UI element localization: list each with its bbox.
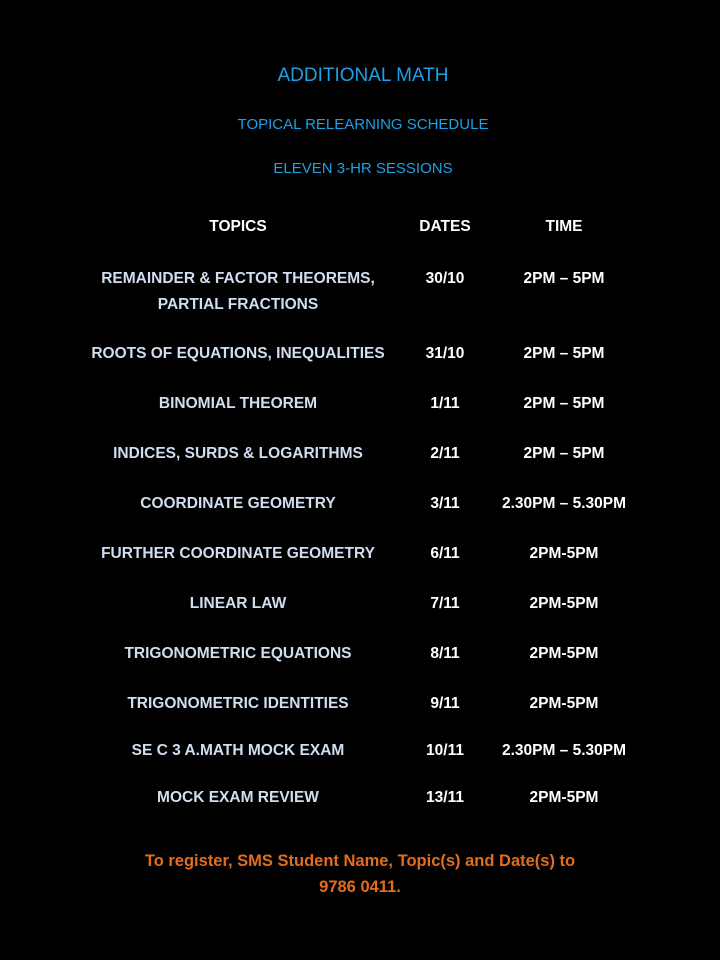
row-topic: TRIGONOMETRIC IDENTITIES (127, 695, 349, 712)
row-time: 2PM – 5PM (523, 395, 605, 412)
row-topic: MOCK EXAM REVIEW (157, 789, 319, 806)
row-time: 2PM-5PM (529, 545, 599, 562)
row-time: 2PM – 5PM (523, 445, 605, 462)
row-date: 8/11 (430, 645, 460, 662)
row-time: 2PM-5PM (529, 595, 599, 612)
row-topic: COORDINATE GEOMETRY (140, 495, 336, 512)
row-time: 2PM-5PM (529, 695, 599, 712)
row-topic: LINEAR LAW (189, 595, 287, 612)
schedule-subtitle: TOPICAL RELEARNING SCHEDULE (237, 116, 489, 133)
page-title: ADDITIONAL MATH (277, 65, 449, 86)
row-date: 31/10 (425, 345, 465, 362)
row-topic: INDICES, SURDS & LOGARITHMS (113, 445, 363, 462)
row-date: 1/11 (430, 395, 460, 412)
row-date: 9/11 (430, 695, 460, 712)
sessions-subtitle: ELEVEN 3-HR SESSIONS (273, 160, 453, 177)
row-time: 2.30PM – 5.30PM (501, 495, 627, 512)
row-date: 10/11 (426, 742, 464, 759)
row-date: 13/11 (426, 789, 464, 806)
row-topic-line2: PARTIAL FRACTIONS (157, 296, 319, 313)
row-time: 2PM-5PM (529, 789, 599, 806)
row-topic: REMAINDER & FACTOR THEOREMS, (101, 270, 375, 287)
row-date: 7/11 (430, 595, 460, 612)
row-time: 2.30PM – 5.30PM (501, 742, 627, 759)
registration-note (100, 848, 620, 900)
header-dates: DATES (419, 218, 471, 235)
row-topic: SE C 3 A.MATH MOCK EXAM (131, 742, 345, 759)
header-time: TIME (545, 218, 583, 235)
row-topic: ROOTS OF EQUATIONS, INEQUALITIES (91, 345, 385, 362)
row-date: 30/10 (425, 270, 465, 287)
row-date: 6/11 (430, 545, 460, 562)
row-time: 2PM-5PM (529, 645, 599, 662)
row-topic: TRIGONOMETRIC EQUATIONS (124, 645, 352, 662)
row-topic: BINOMIAL THEOREM (158, 395, 318, 412)
registration-phone: 9786 0411. (319, 878, 401, 896)
registration-line-1: To register, SMS Student Name, Topic(s) and Date(s) to (144, 852, 576, 870)
header-topics: TOPICS (209, 218, 267, 235)
row-date: 3/11 (430, 495, 460, 512)
row-time: 2PM – 5PM (523, 270, 605, 287)
row-topic: FURTHER COORDINATE GEOMETRY (101, 545, 375, 562)
row-time: 2PM – 5PM (523, 345, 605, 362)
row-date: 2/11 (430, 445, 460, 462)
